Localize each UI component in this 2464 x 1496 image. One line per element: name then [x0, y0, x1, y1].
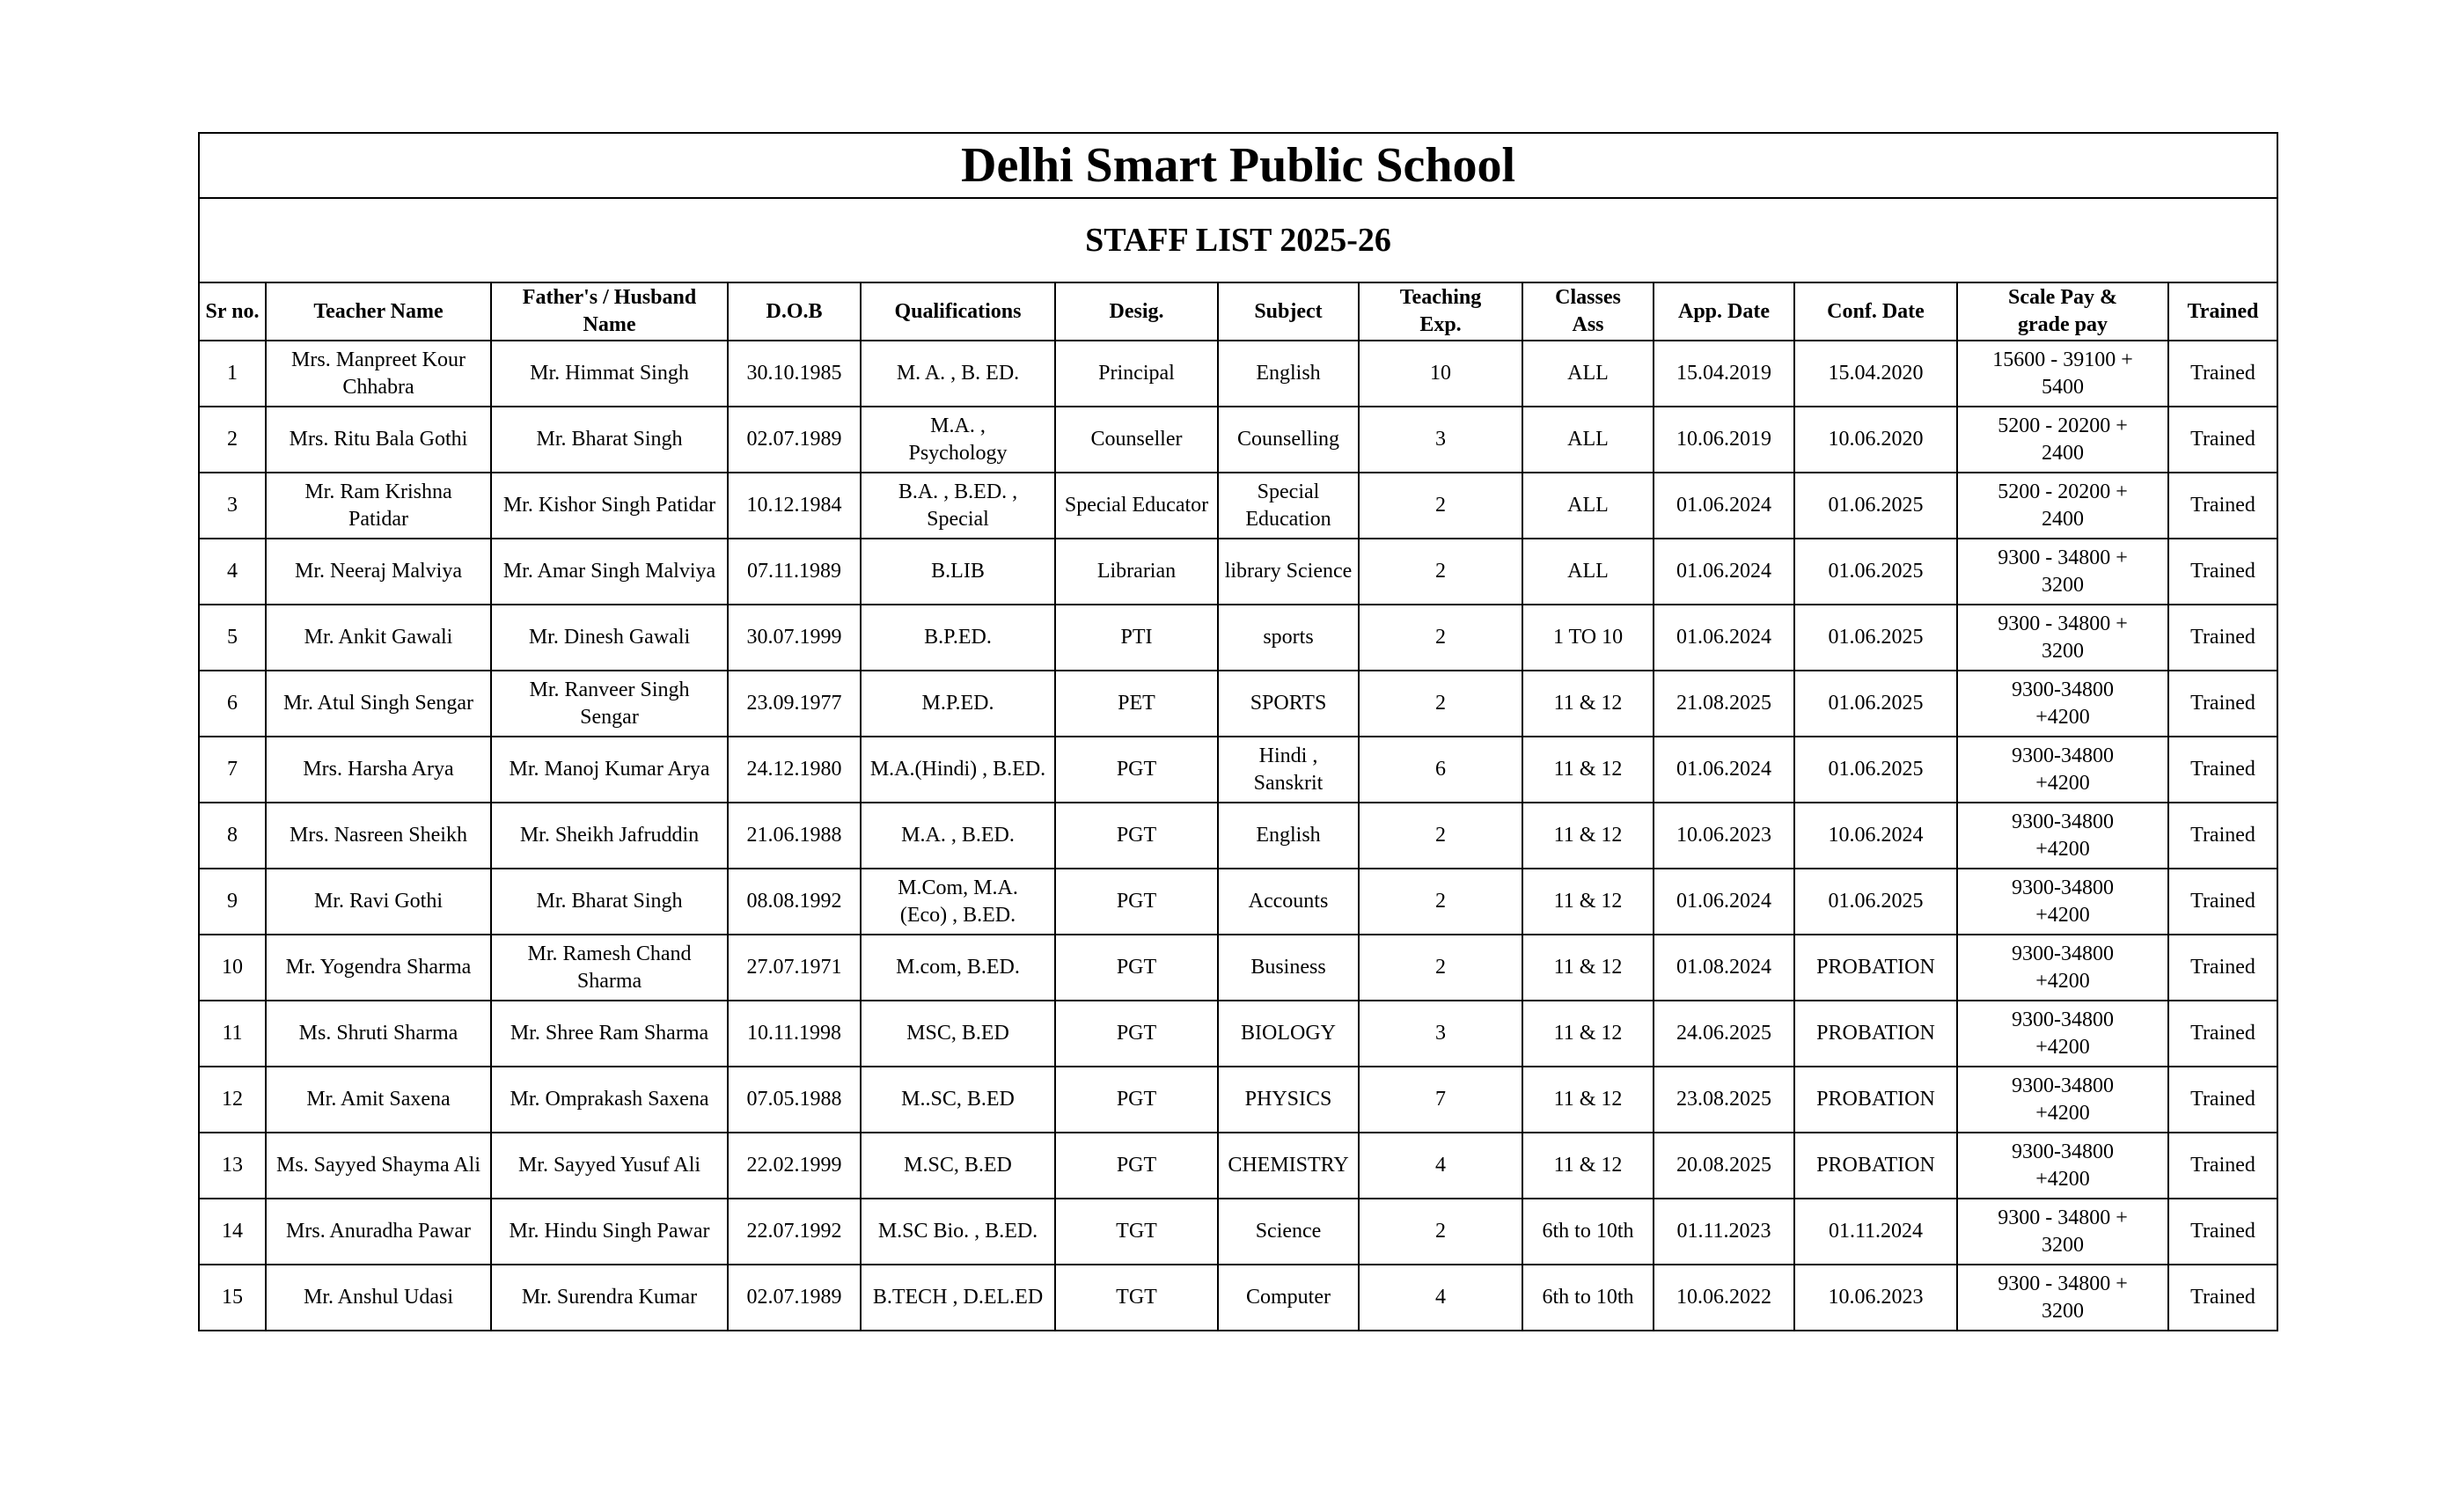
qualifications-cell: M.A.(Hindi) , B.ED. — [861, 737, 1055, 803]
trained-cell: Trained — [2168, 671, 2277, 737]
father-husband-name-cell: Mr. Bharat Singh — [491, 407, 728, 473]
scale-pay-cell: 15600 - 39100 + 5400 — [1957, 341, 2168, 407]
sr-no-cell: 15 — [199, 1265, 266, 1331]
classes-cell: ALL — [1522, 473, 1654, 539]
trained-cell: Trained — [2168, 539, 2277, 605]
app-date-cell: 01.06.2024 — [1654, 539, 1794, 605]
subject-cell: Science — [1218, 1199, 1359, 1265]
column-header-subject: Subject — [1218, 282, 1359, 341]
classes-cell: 6th to 10th — [1522, 1265, 1654, 1331]
sr-no-cell: 11 — [199, 1001, 266, 1067]
designation-cell: PGT — [1055, 737, 1218, 803]
column-header-qualifications: Qualifications — [861, 282, 1055, 341]
scale-pay-cell: 9300 - 34800 + 3200 — [1957, 539, 2168, 605]
classes-cell: 11 & 12 — [1522, 935, 1654, 1001]
qualifications-cell: M.SC, B.ED — [861, 1133, 1055, 1199]
scale-pay-cell: 5200 - 20200 + 2400 — [1957, 407, 2168, 473]
subject-cell: English — [1218, 803, 1359, 869]
trained-cell: Trained — [2168, 341, 2277, 407]
column-header-teacher-name: Teacher Name — [266, 282, 491, 341]
sr-no-cell: 10 — [199, 935, 266, 1001]
scale-pay-cell: 9300-34800 +4200 — [1957, 935, 2168, 1001]
table-row — [199, 539, 2277, 605]
dob-cell: 08.08.1992 — [728, 869, 861, 935]
app-date-cell: 24.06.2025 — [1654, 1001, 1794, 1067]
conf-date-cell: 10.06.2020 — [1794, 407, 1957, 473]
column-header-teaching-exp: Teaching Exp. — [1359, 282, 1522, 341]
column-header-classes-assigned: Classes Ass — [1522, 282, 1654, 341]
trained-cell: Trained — [2168, 407, 2277, 473]
father-husband-name-cell: Mr. Sheikh Jafruddin — [491, 803, 728, 869]
teacher-name-cell: Mrs. Manpreet Kour Chhabra — [266, 341, 491, 407]
teaching-exp-cell: 3 — [1359, 407, 1522, 473]
scale-pay-cell: 9300-34800 +4200 — [1957, 869, 2168, 935]
dob-cell: 23.09.1977 — [728, 671, 861, 737]
column-header-scale-pay: Scale Pay & grade pay — [1957, 282, 2168, 341]
teacher-name-cell: Mr. Neeraj Malviya — [266, 539, 491, 605]
app-date-cell: 20.08.2025 — [1654, 1133, 1794, 1199]
father-husband-name-cell: Mr. Omprakash Saxena — [491, 1067, 728, 1133]
qualifications-cell: M..SC, B.ED — [861, 1067, 1055, 1133]
subject-cell: Business — [1218, 935, 1359, 1001]
scale-pay-cell: 9300 - 34800 + 3200 — [1957, 1199, 2168, 1265]
trained-cell: Trained — [2168, 869, 2277, 935]
father-husband-name-cell: Mr. Amar Singh Malviya — [491, 539, 728, 605]
teacher-name-cell: Ms. Sayyed Shayma Ali — [266, 1133, 491, 1199]
table-row — [199, 473, 2277, 539]
trained-cell: Trained — [2168, 1199, 2277, 1265]
subject-cell: Computer — [1218, 1265, 1359, 1331]
trained-cell: Trained — [2168, 1067, 2277, 1133]
teacher-name-cell: Ms. Shruti Sharma — [266, 1001, 491, 1067]
subject-cell: PHYSICS — [1218, 1067, 1359, 1133]
father-husband-name-cell: Mr. Ramesh Chand Sharma — [491, 935, 728, 1001]
scale-pay-cell: 9300-34800 +4200 — [1957, 737, 2168, 803]
teaching-exp-cell: 2 — [1359, 473, 1522, 539]
designation-cell: PET — [1055, 671, 1218, 737]
subject-cell: sports — [1218, 605, 1359, 671]
column-header-app-date: App. Date — [1654, 282, 1794, 341]
classes-cell: 11 & 12 — [1522, 1067, 1654, 1133]
designation-cell: Special Educator — [1055, 473, 1218, 539]
designation-cell: TGT — [1055, 1199, 1218, 1265]
teacher-name-cell: Mrs. Ritu Bala Gothi — [266, 407, 491, 473]
sr-no-cell: 6 — [199, 671, 266, 737]
sr-no-cell: 7 — [199, 737, 266, 803]
qualifications-cell: M.com, B.ED. — [861, 935, 1055, 1001]
sr-no-cell: 1 — [199, 341, 266, 407]
subject-cell: Accounts — [1218, 869, 1359, 935]
teaching-exp-cell: 2 — [1359, 935, 1522, 1001]
sr-no-cell: 12 — [199, 1067, 266, 1133]
qualifications-cell: M. A. , B. ED. — [861, 341, 1055, 407]
teacher-name-cell: Mr. Ankit Gawali — [266, 605, 491, 671]
app-date-cell: 15.04.2019 — [1654, 341, 1794, 407]
table-row — [199, 935, 2277, 1001]
father-husband-name-cell: Mr. Bharat Singh — [491, 869, 728, 935]
conf-date-cell: 01.06.2025 — [1794, 605, 1957, 671]
teacher-name-cell: Mr. Ram Krishna Patidar — [266, 473, 491, 539]
subject-cell: BIOLOGY — [1218, 1001, 1359, 1067]
teaching-exp-cell: 2 — [1359, 539, 1522, 605]
designation-cell: PGT — [1055, 803, 1218, 869]
trained-cell: Trained — [2168, 1133, 2277, 1199]
qualifications-cell: M.Com, M.A. (Eco) , B.ED. — [861, 869, 1055, 935]
staff-table-body — [199, 341, 2277, 1331]
column-header-row — [199, 282, 2277, 341]
conf-date-cell: 15.04.2020 — [1794, 341, 1957, 407]
father-husband-name-cell: Mr. Dinesh Gawali — [491, 605, 728, 671]
qualifications-cell: M.SC Bio. , B.ED. — [861, 1199, 1055, 1265]
subject-cell: Special Education — [1218, 473, 1359, 539]
classes-cell: 11 & 12 — [1522, 1001, 1654, 1067]
conf-date-cell: PROBATION — [1794, 1067, 1957, 1133]
app-date-cell: 21.08.2025 — [1654, 671, 1794, 737]
qualifications-cell: M.P.ED. — [861, 671, 1055, 737]
classes-cell: ALL — [1522, 341, 1654, 407]
subject-cell: Counselling — [1218, 407, 1359, 473]
trained-cell: Trained — [2168, 473, 2277, 539]
scale-pay-cell: 9300 - 34800 + 3200 — [1957, 1265, 2168, 1331]
app-date-cell: 10.06.2019 — [1654, 407, 1794, 473]
conf-date-cell: PROBATION — [1794, 1001, 1957, 1067]
teaching-exp-cell: 2 — [1359, 1199, 1522, 1265]
teaching-exp-cell: 2 — [1359, 869, 1522, 935]
conf-date-cell: PROBATION — [1794, 935, 1957, 1001]
teaching-exp-cell: 2 — [1359, 671, 1522, 737]
dob-cell: 07.11.1989 — [728, 539, 861, 605]
classes-cell: 11 & 12 — [1522, 869, 1654, 935]
trained-cell: Trained — [2168, 935, 2277, 1001]
dob-cell: 10.12.1984 — [728, 473, 861, 539]
staff-list-sheet — [198, 132, 2277, 1331]
classes-cell: 11 & 12 — [1522, 737, 1654, 803]
conf-date-cell: 01.06.2025 — [1794, 473, 1957, 539]
classes-cell: ALL — [1522, 539, 1654, 605]
designation-cell: Principal — [1055, 341, 1218, 407]
app-date-cell: 01.08.2024 — [1654, 935, 1794, 1001]
scale-pay-cell: 9300-34800 +4200 — [1957, 1133, 2168, 1199]
app-date-cell: 10.06.2023 — [1654, 803, 1794, 869]
scale-pay-cell: 9300-34800 +4200 — [1957, 1001, 2168, 1067]
column-header-conf-date: Conf. Date — [1794, 282, 1957, 341]
sr-no-cell: 14 — [199, 1199, 266, 1265]
staff-table — [198, 132, 2278, 1331]
scale-pay-cell: 5200 - 20200 + 2400 — [1957, 473, 2168, 539]
qualifications-cell: B.P.ED. — [861, 605, 1055, 671]
app-date-cell: 01.06.2024 — [1654, 473, 1794, 539]
app-date-cell: 01.11.2023 — [1654, 1199, 1794, 1265]
trained-cell: Trained — [2168, 605, 2277, 671]
table-row — [199, 1067, 2277, 1133]
qualifications-cell: MSC, B.ED — [861, 1001, 1055, 1067]
designation-cell: PTI — [1055, 605, 1218, 671]
table-row — [199, 1265, 2277, 1331]
designation-cell: PGT — [1055, 1001, 1218, 1067]
sr-no-cell: 13 — [199, 1133, 266, 1199]
dob-cell: 10.11.1998 — [728, 1001, 861, 1067]
subject-cell: library Science — [1218, 539, 1359, 605]
trained-cell: Trained — [2168, 1001, 2277, 1067]
father-husband-name-cell: Mr. Surendra Kumar — [491, 1265, 728, 1331]
table-row — [199, 407, 2277, 473]
teaching-exp-cell: 4 — [1359, 1265, 1522, 1331]
sr-no-cell: 9 — [199, 869, 266, 935]
designation-cell: Librarian — [1055, 539, 1218, 605]
conf-date-cell: 01.11.2024 — [1794, 1199, 1957, 1265]
sr-no-cell: 2 — [199, 407, 266, 473]
trained-cell: Trained — [2168, 1265, 2277, 1331]
conf-date-cell: 01.06.2025 — [1794, 869, 1957, 935]
designation-cell: Counseller — [1055, 407, 1218, 473]
dob-cell: 22.07.1992 — [728, 1199, 861, 1265]
dob-cell: 21.06.1988 — [728, 803, 861, 869]
teacher-name-cell: Mr. Amit Saxena — [266, 1067, 491, 1133]
list-title: STAFF LIST 2025-26 — [199, 198, 2277, 282]
classes-cell: 11 & 12 — [1522, 671, 1654, 737]
classes-cell: ALL — [1522, 407, 1654, 473]
column-header-dob: D.O.B — [728, 282, 861, 341]
conf-date-cell: PROBATION — [1794, 1133, 1957, 1199]
qualifications-cell: B.LIB — [861, 539, 1055, 605]
designation-cell: PGT — [1055, 869, 1218, 935]
table-row — [199, 737, 2277, 803]
teacher-name-cell: Mr. Yogendra Sharma — [266, 935, 491, 1001]
classes-cell: 1 TO 10 — [1522, 605, 1654, 671]
dob-cell: 22.02.1999 — [728, 1133, 861, 1199]
sr-no-cell: 4 — [199, 539, 266, 605]
classes-cell: 11 & 12 — [1522, 1133, 1654, 1199]
teaching-exp-cell: 4 — [1359, 1133, 1522, 1199]
teaching-exp-cell: 7 — [1359, 1067, 1522, 1133]
father-husband-name-cell: Mr. Manoj Kumar Arya — [491, 737, 728, 803]
father-husband-name-cell: Mr. Sayyed Yusuf Ali — [491, 1133, 728, 1199]
designation-cell: PGT — [1055, 1133, 1218, 1199]
table-row — [199, 1199, 2277, 1265]
dob-cell: 24.12.1980 — [728, 737, 861, 803]
designation-cell: TGT — [1055, 1265, 1218, 1331]
table-row — [199, 341, 2277, 407]
column-header-sr-no: Sr no. — [199, 282, 266, 341]
teacher-name-cell: Mrs. Harsha Arya — [266, 737, 491, 803]
column-header-trained: Trained — [2168, 282, 2277, 341]
dob-cell: 30.10.1985 — [728, 341, 861, 407]
school-name: Delhi Smart Public School — [199, 133, 2277, 198]
qualifications-cell: M.A. , B.ED. — [861, 803, 1055, 869]
table-row — [199, 671, 2277, 737]
subject-cell: English — [1218, 341, 1359, 407]
conf-date-cell: 10.06.2023 — [1794, 1265, 1957, 1331]
scale-pay-cell: 9300-34800 +4200 — [1957, 1067, 2168, 1133]
teaching-exp-cell: 3 — [1359, 1001, 1522, 1067]
app-date-cell: 01.06.2024 — [1654, 737, 1794, 803]
teacher-name-cell: Mr. Ravi Gothi — [266, 869, 491, 935]
qualifications-cell: B.TECH , D.EL.ED — [861, 1265, 1055, 1331]
teaching-exp-cell: 2 — [1359, 803, 1522, 869]
father-husband-name-cell: Mr. Hindu Singh Pawar — [491, 1199, 728, 1265]
table-row — [199, 869, 2277, 935]
dob-cell: 27.07.1971 — [728, 935, 861, 1001]
teaching-exp-cell: 6 — [1359, 737, 1522, 803]
table-row — [199, 1133, 2277, 1199]
app-date-cell: 23.08.2025 — [1654, 1067, 1794, 1133]
sr-no-cell: 5 — [199, 605, 266, 671]
conf-date-cell: 10.06.2024 — [1794, 803, 1957, 869]
father-husband-name-cell: Mr. Kishor Singh Patidar — [491, 473, 728, 539]
designation-cell: PGT — [1055, 935, 1218, 1001]
father-husband-name-cell: Mr. Ranveer Singh Sengar — [491, 671, 728, 737]
qualifications-cell: B.A. , B.ED. , Special — [861, 473, 1055, 539]
father-husband-name-cell: Mr. Himmat Singh — [491, 341, 728, 407]
app-date-cell: 01.06.2024 — [1654, 605, 1794, 671]
table-row — [199, 803, 2277, 869]
teacher-name-cell: Mrs. Nasreen Sheikh — [266, 803, 491, 869]
dob-cell: 30.07.1999 — [728, 605, 861, 671]
classes-cell: 6th to 10th — [1522, 1199, 1654, 1265]
dob-cell: 07.05.1988 — [728, 1067, 861, 1133]
column-header-father-husband-name: Father's / Husband Name — [491, 282, 728, 341]
trained-cell: Trained — [2168, 803, 2277, 869]
trained-cell: Trained — [2168, 737, 2277, 803]
teacher-name-cell: Mrs. Anuradha Pawar — [266, 1199, 491, 1265]
teacher-name-cell: Mr. Atul Singh Sengar — [266, 671, 491, 737]
subject-cell: CHEMISTRY — [1218, 1133, 1359, 1199]
app-date-cell: 10.06.2022 — [1654, 1265, 1794, 1331]
scale-pay-cell: 9300 - 34800 + 3200 — [1957, 605, 2168, 671]
subject-cell: SPORTS — [1218, 671, 1359, 737]
dob-cell: 02.07.1989 — [728, 407, 861, 473]
teaching-exp-cell: 2 — [1359, 605, 1522, 671]
subject-cell: Hindi , Sanskrit — [1218, 737, 1359, 803]
dob-cell: 02.07.1989 — [728, 1265, 861, 1331]
table-row — [199, 1001, 2277, 1067]
sr-no-cell: 8 — [199, 803, 266, 869]
column-header-designation: Desig. — [1055, 282, 1218, 341]
scale-pay-cell: 9300-34800 +4200 — [1957, 803, 2168, 869]
table-row — [199, 605, 2277, 671]
qualifications-cell: M.A. , Psychology — [861, 407, 1055, 473]
teacher-name-cell: Mr. Anshul Udasi — [266, 1265, 491, 1331]
teaching-exp-cell: 10 — [1359, 341, 1522, 407]
app-date-cell: 01.06.2024 — [1654, 869, 1794, 935]
scale-pay-cell: 9300-34800 +4200 — [1957, 671, 2168, 737]
sr-no-cell: 3 — [199, 473, 266, 539]
classes-cell: 11 & 12 — [1522, 803, 1654, 869]
conf-date-cell: 01.06.2025 — [1794, 539, 1957, 605]
conf-date-cell: 01.06.2025 — [1794, 671, 1957, 737]
father-husband-name-cell: Mr. Shree Ram Sharma — [491, 1001, 728, 1067]
conf-date-cell: 01.06.2025 — [1794, 737, 1957, 803]
designation-cell: PGT — [1055, 1067, 1218, 1133]
